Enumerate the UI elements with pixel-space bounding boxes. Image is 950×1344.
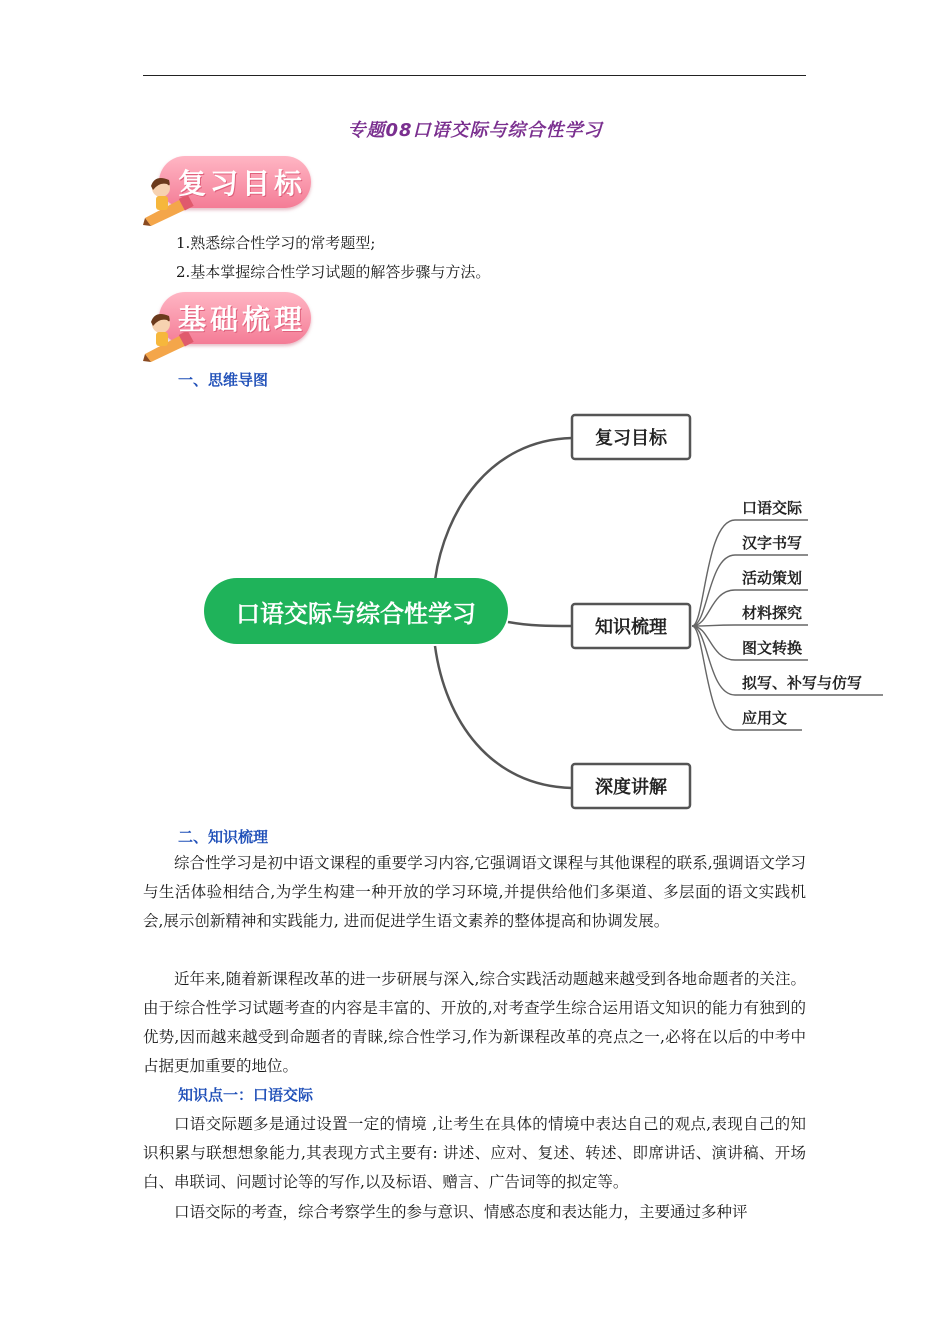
connector-line bbox=[508, 622, 572, 626]
sub-item-label: 图文转换 bbox=[742, 639, 803, 657]
branch-label: 深度讲解 bbox=[595, 777, 667, 798]
sub-item-label: 活动策划 bbox=[742, 569, 803, 587]
connector-line bbox=[435, 438, 572, 580]
sub-item-label: 拟写、补写与仿写 bbox=[742, 674, 863, 692]
paragraph: 综合性学习是初中语文课程的重要学习内容,它强调语文课程与其他课程的联系,强调语文学习与生活体验相结合,为学生构建一种开放的学习环境,并提供给他们多渠道、多层面的语文实践机会,展示创新精神和实践能力, 进而促进学生语文素养的整体提高和协调发展。 bbox=[143, 854, 806, 930]
knowledge-heading: 二、知识梳理 bbox=[178, 828, 269, 846]
branch-label: 知识梳理 bbox=[595, 617, 667, 638]
paragraph: 口语交际的考查，综合考察学生的参与意识、情感态度和表达能力，主要通过多种评 bbox=[174, 1203, 748, 1221]
point1-heading: 知识点一：口语交际 bbox=[178, 1086, 314, 1104]
sub-item-label: 材料探究 bbox=[742, 604, 803, 622]
header-rule bbox=[143, 75, 806, 76]
mindmap-heading: 一、思维导图 bbox=[178, 371, 269, 389]
banner-label: 基础梳理 bbox=[177, 303, 306, 336]
review-goals-banner bbox=[143, 154, 318, 224]
paragraph: 近年来,随着新课程改革的进一步研展与深入,综合实践活动题越来越受到各地命题者的关注。由于综合性学习试题考查的内容是丰富的、开放的,对考查学生综合运用语文知识的能力有独到的优势,因而越来越受到命题者的青睐,综合性学习,作为新课程改革的亮点之一,必将在以后的中考中占据更加重要的地位。 bbox=[143, 970, 806, 1075]
sub-item-label: 应用文 bbox=[742, 709, 788, 727]
objective-item: 1.熟悉综合性学习的常考题型; bbox=[176, 234, 376, 252]
connector-line bbox=[435, 646, 572, 788]
root-label: 口语交际与综合性学习 bbox=[236, 600, 476, 628]
paragraph: 口语交际题多是通过设置一定的情境 ,让考生在具体的情境中表达自己的观点,表现自己的知识积累与联想想象能力,其表现方式主要有: 讲述、应对、复述、转述、即席讲话、演讲稿、开场白、串联词、问题讨论等的写作,以及标语、赠言、广告词等的拟定等。 bbox=[143, 1115, 806, 1191]
basics-banner bbox=[143, 290, 318, 360]
branch-label: 复习目标 bbox=[595, 428, 667, 449]
sub-item-label: 口语交际 bbox=[742, 499, 803, 517]
mind-map bbox=[190, 400, 890, 820]
objective-item: 2.基本掌握综合性学习试题的解答步骤与方法。 bbox=[176, 263, 491, 281]
objectives-list bbox=[176, 229, 490, 287]
page-title: 专题08口语交际与综合性学习 bbox=[347, 120, 603, 141]
banner-label: 复习目标 bbox=[177, 167, 306, 200]
sub-item-label: 汉字书写 bbox=[742, 534, 803, 552]
